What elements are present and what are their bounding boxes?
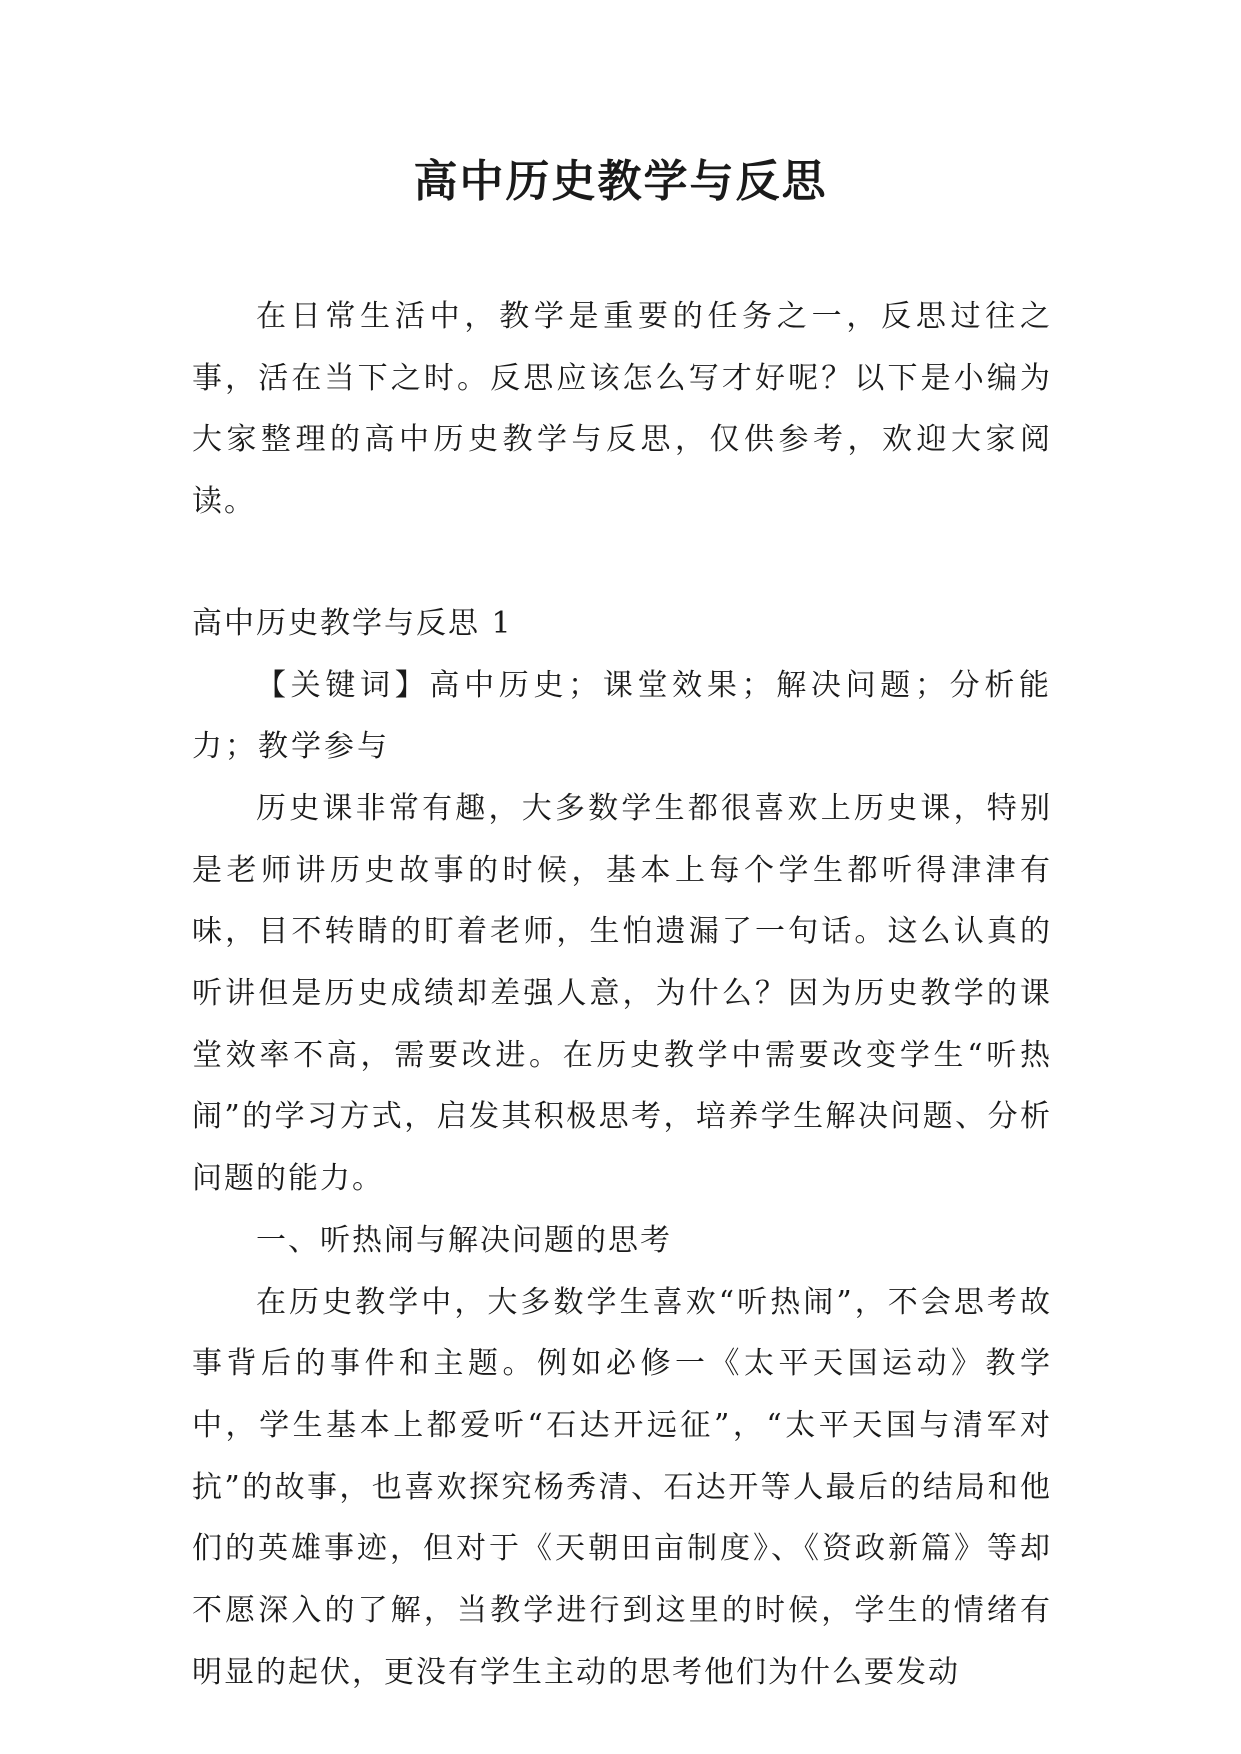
document-body bbox=[192, 286, 1052, 1703]
section-heading: 高中历史教学与反思 1 bbox=[192, 605, 513, 641]
body-paragraph: 在历史教学中，大多数学生喜欢“听热闹”，不会思考故事背后的事件和主题。例如必修一《太平天国运动》教学中，学生基本上都爱听“石达开远征”，“太平天国与清军对抗”的故事，也喜欢探究杨秀清、石达开等人最后的结局和他们的英雄事迹，但对于《天朝田亩制度》、《资政新篇》等却不愿深入的了解，当教学进行到这里的时候，学生的情绪有明显的起伏，更没有学生主动的思考他们为什么要发动 bbox=[192, 1284, 1052, 1690]
intro-paragraph: 在日常生活中，教学是重要的任务之一，反思过往之事，活在当下之时。反思应该怎么写才好呢？以下是小编为大家整理的高中历史教学与反思，仅供参考，欢迎大家阅读。 bbox=[192, 299, 1052, 520]
paragraph-gap bbox=[192, 533, 1052, 593]
body-paragraph: 历史课非常有趣，大多数学生都很喜欢上历史课，特别是老师讲历史故事的时候，基本上每个学生都听得津津有味，目不转睛的盯着老师，生怕遗漏了一句话。这么认真的听讲但是历史成绩却差强人意，为什么？因为历史教学的课堂效率不高，需要改进。在历史教学中需要改变学生“听热闹”的学习方式，启发其积极思考，培养学生解决问题、分析问题的能力。 bbox=[192, 790, 1052, 1197]
subheading: 一、听热闹与解决问题的思考 bbox=[256, 1222, 672, 1258]
document-title: 高中历史教学与反思 bbox=[413, 156, 828, 207]
keywords-paragraph: 【关键词】高中历史；课堂效果；解决问题；分析能力；教学参与 bbox=[192, 667, 1052, 765]
